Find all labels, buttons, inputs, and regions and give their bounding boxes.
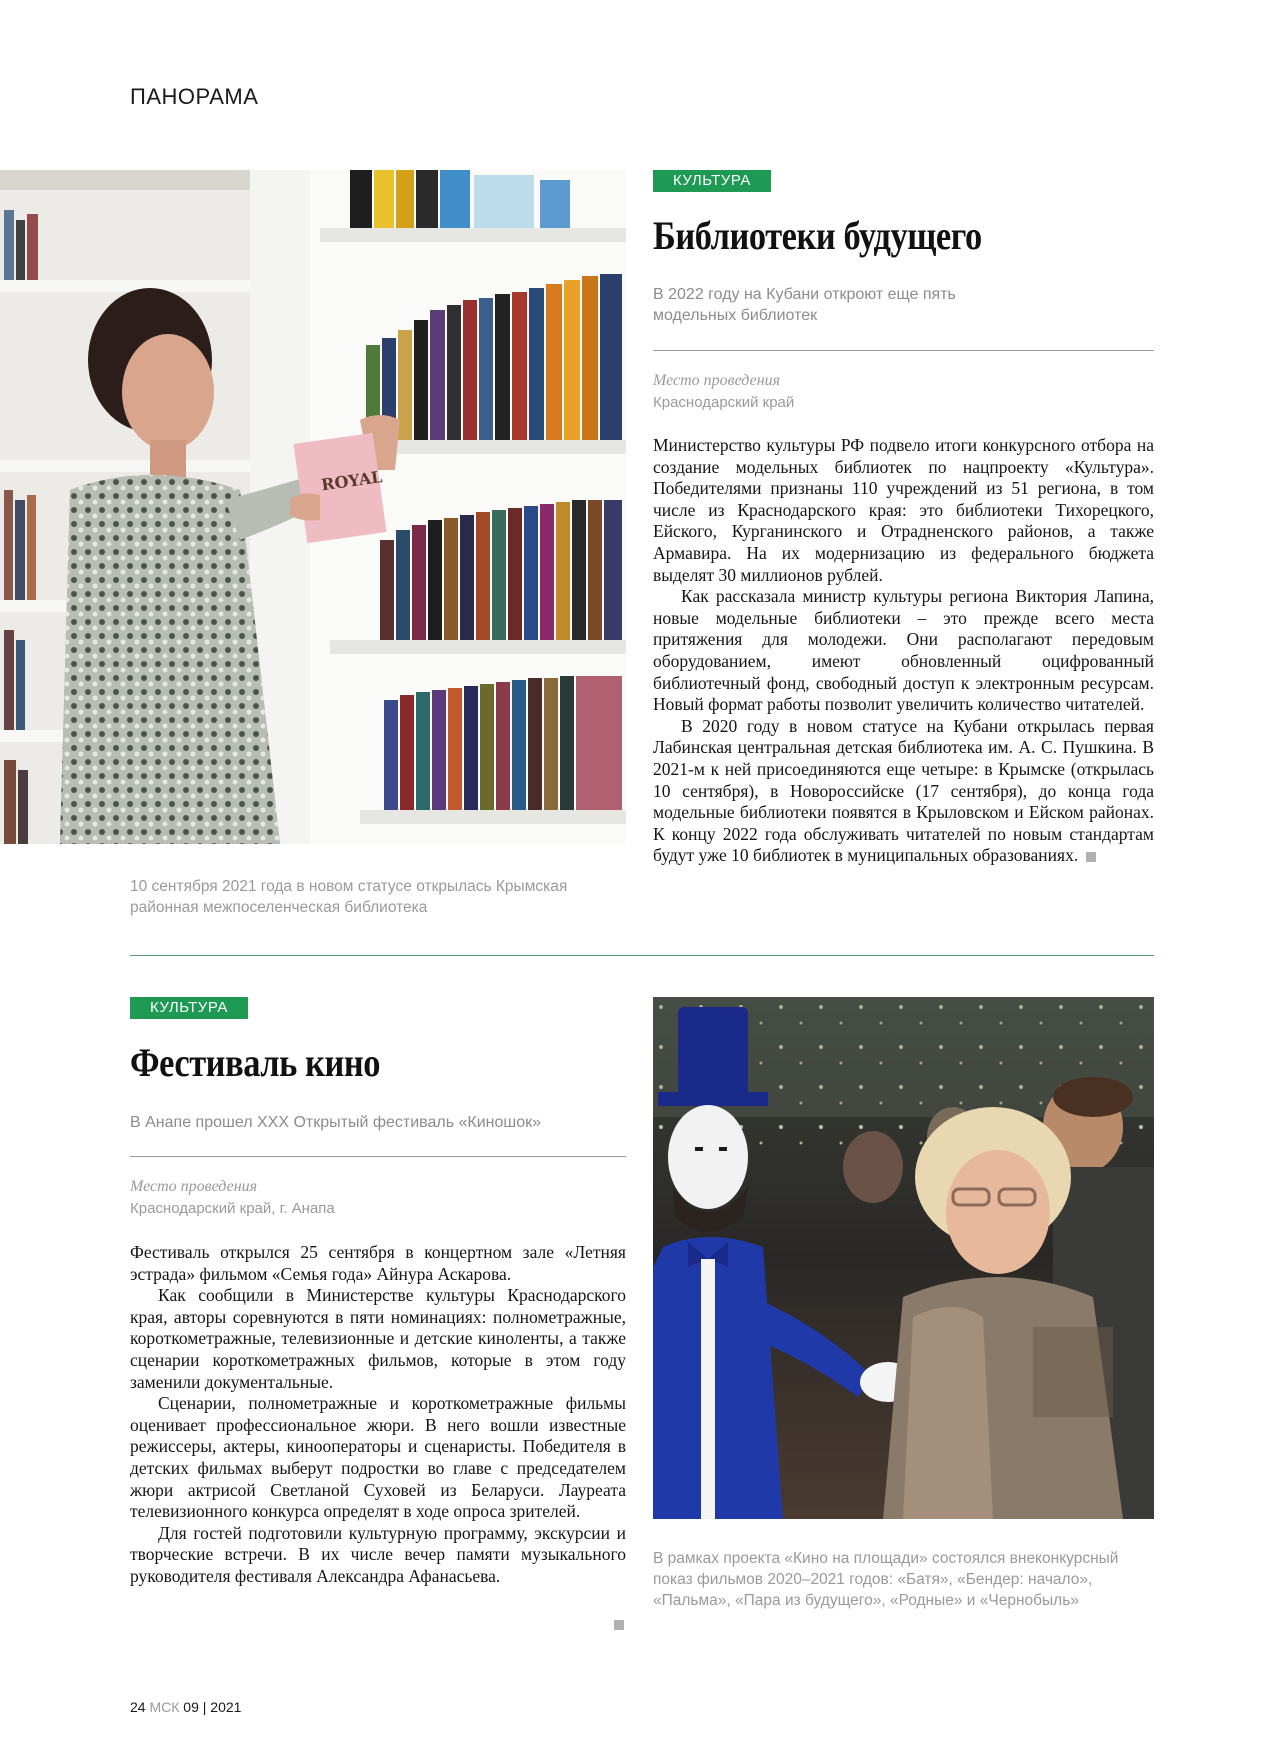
article-tag: КУЛЬТУРА	[130, 997, 248, 1019]
article-title: Библиотеки будущего	[653, 213, 982, 258]
article-body	[130, 1242, 626, 1588]
venue-label: Место проведения	[130, 1178, 258, 1195]
article-title: Фестиваль кино	[130, 1040, 381, 1085]
lead-divider	[130, 1156, 626, 1157]
paragraph-text: В 2020 году в новом статусе на Кубани открылась первая Лабинская центральная детская библиотека им. А. С. Пушкина. В 2021-м к ней присоединяются еще четыре: в Крымске (открылась 10 сентября), в Новороссийске (17 сентября), до конца года модельные библиотеки появятся в Крыловском и Ейском районах. К концу 2022 года обслуживать читателей по новым стандартам будут уже 10 библиотек в муниципальных образованиях.	[653, 715, 1154, 866]
article-lead: В Анапе прошел XXX Открытый фестиваль «Киношок»	[130, 1114, 542, 1131]
paragraph: Как сообщили в Министерстве культуры Краснодарского края, авторы соревнуются в пяти номинациях: полнометражные, короткометражные, телевизионные и детские киноленты, а также сценарии короткометражных фильмов, которые в этом году заменили документальные.	[130, 1285, 626, 1392]
venue-value: Краснодарский край, г. Анапа	[130, 1200, 335, 1217]
book-cover-text: ROYAL	[320, 467, 384, 495]
article-lead: В 2022 году на Кубани откроют еще пять модельных библиотек	[653, 286, 956, 324]
paragraph: Сценарии, полнометражные и короткометражные фильмы оценивает профессиональное жюри. В него вошли известные режиссеры, актеры, кинооператоры и сценаристы. Победителя в детских фильмах выберут подростки во главе с председателем жюри актрисой Светланой Суховей из Беларуси. Лауреата телевизионного конкурса определят в ходе опроса зрителей.	[130, 1393, 626, 1522]
festival-photo	[653, 997, 1154, 1519]
issue-number: 09	[183, 1699, 199, 1715]
section-label: ПАНОРАМА	[130, 84, 259, 109]
article-body	[653, 435, 1154, 867]
photo-caption: 10 сентября 2021 года в новом статусе открылась Крымская районная межпоселенческая библиотека	[130, 878, 568, 916]
paragraph: Для гостей подготовили культурную программу, экскурсии и творческие встречи. В их числе вечер памяти музыкального руководителя фестиваля Александра Афанасьева.	[130, 1522, 626, 1586]
section-divider	[130, 955, 1154, 956]
photo-caption: В рамках проекта «Кино на площади» состоялся внеконкурсный показ фильмов 2020–2021 годов: «Батя», «Бендер: начало», «Пальма», «Пара из будущего», «Родные» и «Чернобыль»	[653, 1550, 1119, 1609]
paragraph: Министерство культуры РФ подвело итоги конкурсного отбора на создание модельных библиотек по нацпроекту «Культура». Победителями признаны 110 учреждений из 51 региона, в том числе из Краснодарского края: это библиотеки Тихорецкого, Ейского, Курганинского и Отрадненского районов, а также Армавира. На их модернизацию из федерального бюджета выделят 30 миллионов рублей.	[653, 435, 1154, 585]
magazine-name: МСК	[149, 1699, 180, 1715]
issue-year: 2021	[210, 1699, 242, 1715]
library-photo	[0, 170, 626, 844]
lead-divider	[653, 350, 1154, 351]
paragraph-last	[653, 716, 1154, 867]
page-number: 24	[130, 1699, 146, 1715]
paragraph: Фестиваль открылся 25 сентября в концертном зале «Летняя эстрада» фильмом «Семья года» Айнура Аскарова.	[130, 1242, 626, 1284]
paragraph: Как рассказала министр культуры региона Виктория Лапина, новые модельные библиотеки – это прежде всего места притяжения для молодежи. Они располагают передовым оборудованием, имеют обновленный оцифрованный библиотечный фонд, свободный доступ к электронным ресурсам. Новый формат работы позволит увеличить количество читателей.	[653, 586, 1154, 715]
page-footer	[130, 1699, 241, 1715]
venue-value: Краснодарский край	[653, 394, 795, 411]
end-mark	[614, 1620, 624, 1630]
article-tag: КУЛЬТУРА	[653, 170, 771, 192]
venue-label: Место проведения	[653, 372, 781, 389]
footer-separator: |	[202, 1699, 207, 1715]
end-mark	[1086, 852, 1096, 862]
